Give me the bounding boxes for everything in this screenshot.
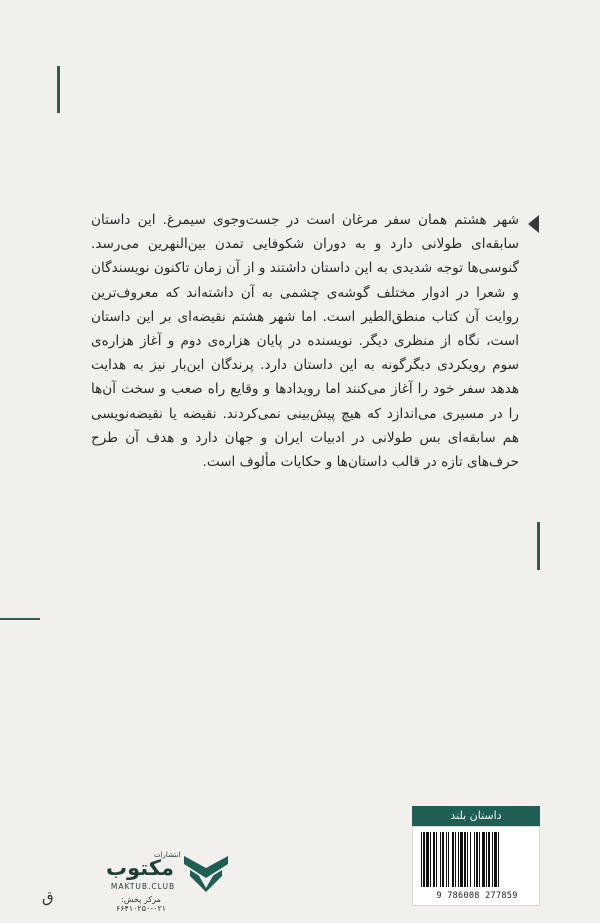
publisher-url: MAKTUB.CLUB — [110, 882, 176, 891]
corner-mark: ق — [42, 888, 54, 906]
back-cover-blurb — [91, 208, 519, 474]
publisher-logo — [98, 852, 228, 914]
genre-label: داستان بلند — [412, 806, 540, 826]
barcode-icon — [419, 832, 534, 887]
accent-bar-left — [0, 618, 40, 620]
publisher-subtitle: انتشارات — [154, 851, 181, 859]
publisher-distribution: مرکز پخش: ۰۲۱-۶۶۴۱۰۲۵۰ — [115, 895, 167, 913]
blurb-paragraph: شهر هشتم همان سفر مرغان است در جست‌وجوی سیمرغ. این داستان سابقه‌ای طولانی دارد و به دوران شکوفایی تمدن بین‌النهرین می‌رسد. گنوسی‌ها توجه شدیدی به این داستان داشتند و از آن زمان تاکنون نویسندگان و شعرا در ادوار مختلف گوشه‌ی چشمی به آن داشته‌اند که معروف‌ترین روایت آن کتاب منطق‌الطیر است. اما شهر هشتم نقیضه‌ای بر این داستان است، نگاه از منظری دیگر. نویسنده در پایان هزاره‌ی دوم و آغاز هزاره‌ی سوم رویکردی دیگرگونه به این داستان دارد. پرندگان این‌بار نیز به هدایت هدهد سفر خود را آغاز می‌کنند اما رویدادها و وقایع راه صعب و سخت آن‌ها را در مسیری می‌اندازد که هیچ پیش‌بینی نمی‌کردند. نقیضه یا نقیضه‌نویسی هم سابقه‌ای بس طولانی در ادبیات ایران و جهان دارد و هدف آن طرح حرف‌های تازه در قالب داستان‌ها و حکایات مألوف است. — [91, 212, 519, 471]
isbn-barcode — [412, 826, 540, 906]
accent-bar-top — [57, 66, 60, 113]
accent-bar-right — [537, 522, 540, 570]
paragraph-marker-icon — [528, 215, 539, 233]
isbn-number: 9 786008 277859 — [436, 891, 518, 901]
publisher-name: مکتوب — [105, 856, 175, 880]
publisher-emblem-icon — [184, 852, 228, 894]
